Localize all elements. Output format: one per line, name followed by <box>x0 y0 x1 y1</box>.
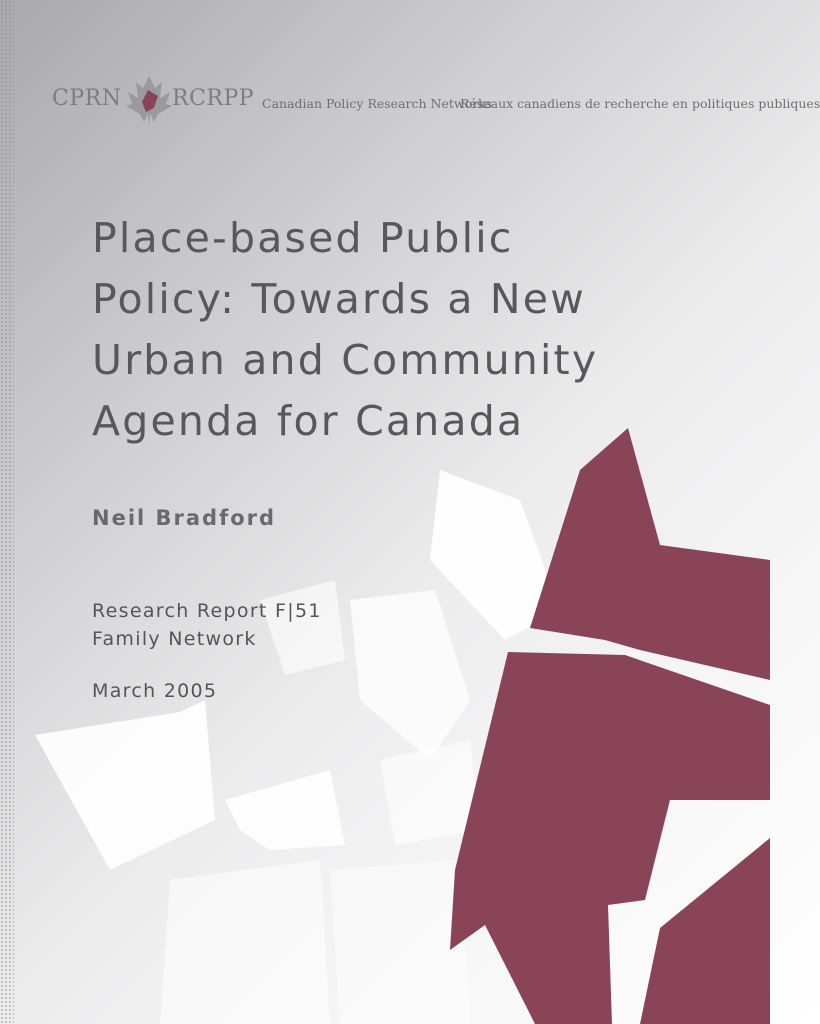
title-line-3: Urban and Community <box>92 336 599 384</box>
leaf-white-shape-5 <box>160 860 330 1024</box>
leaf-maroon-lower-right <box>640 838 770 1024</box>
report-series: Research Report F|51 <box>92 600 322 622</box>
org-name-english: Canadian Policy Research Networks <box>262 96 493 111</box>
report-network: Family Network <box>92 628 257 650</box>
title-line-2: Policy: Towards a New <box>92 275 586 323</box>
org-name-french: Réseaux canadiens de recherche en politiques publiques <box>460 96 820 111</box>
leaf-white-shape-4 <box>350 590 470 760</box>
publisher-header <box>52 72 820 132</box>
cprn-logo-text: CPRN <box>52 86 122 111</box>
title-line-1: Place-based Public <box>92 214 514 262</box>
leaf-maroon-upper <box>530 428 770 680</box>
leaf-white-shape-1 <box>35 700 215 870</box>
leaf-white-shape-6 <box>330 860 470 1024</box>
maple-leaf-logo-icon <box>124 74 174 130</box>
leaf-white-shape-2 <box>225 770 345 850</box>
title-line-4: Agenda for Canada <box>92 397 525 445</box>
rcrpp-logo-text: RCRPP <box>172 86 255 111</box>
report-meta <box>92 597 322 653</box>
report-title <box>92 208 692 452</box>
author-name: Neil Bradford <box>92 506 277 530</box>
report-date: March 2005 <box>92 680 218 702</box>
